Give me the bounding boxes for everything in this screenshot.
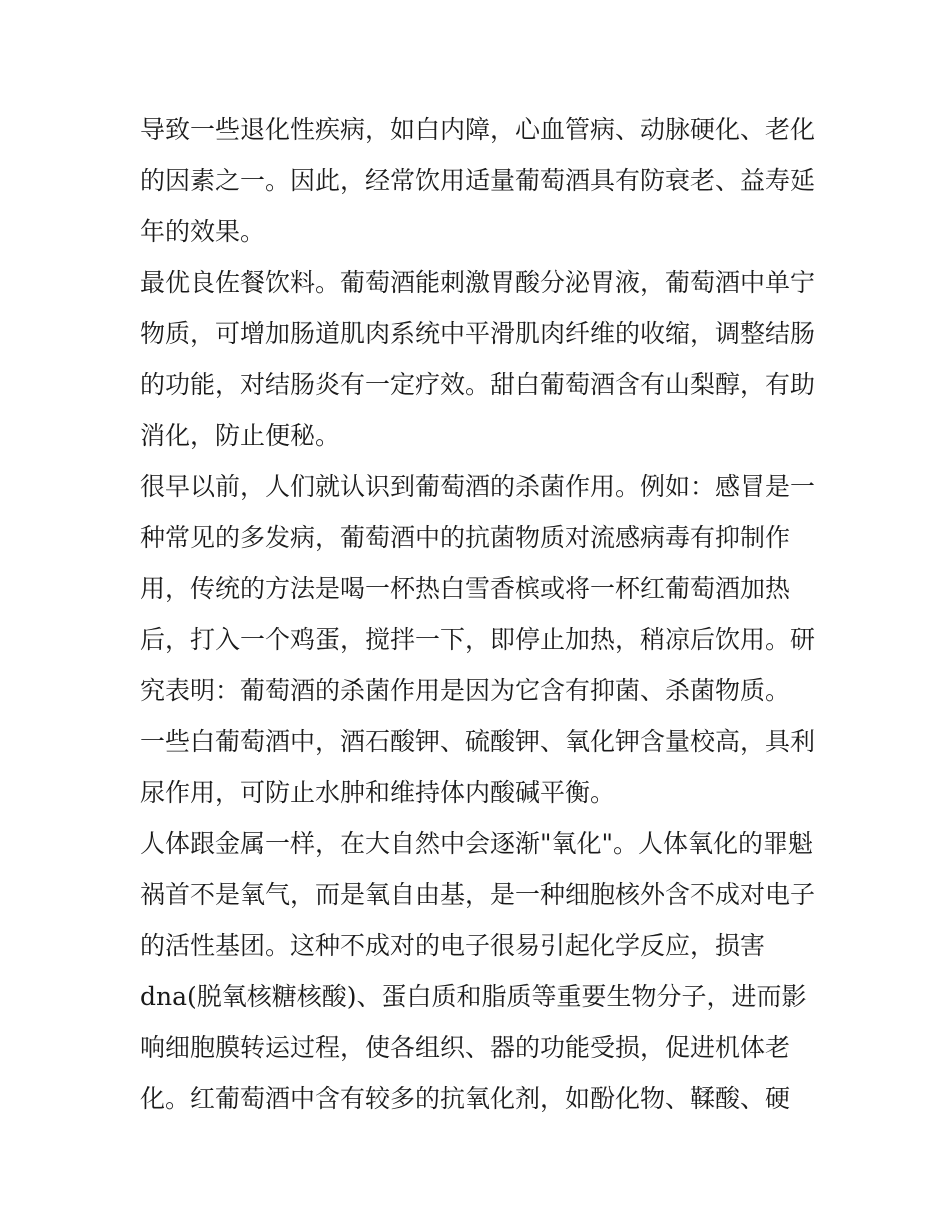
text-line: 年的效果。 bbox=[140, 217, 266, 246]
document-body bbox=[140, 104, 820, 1124]
text-line: 尿作用，可防止水肿和维持体内酸碱平衡。 bbox=[140, 778, 616, 807]
text-line: 物质，可增加肠道肌肉系统中平滑肌肉纤维的收缩，调整结肠 bbox=[140, 319, 816, 348]
paragraph-antioxidant bbox=[140, 818, 820, 1124]
text-line: 化。红葡萄酒中含有较多的抗氧化剂，如酚化物、鞣酸、硬 bbox=[140, 1084, 791, 1113]
text-line: 后，打入一个鸡蛋，搅拌一下，即停止加热，稍凉后饮用。研 bbox=[140, 625, 816, 654]
text-line: 的功能，对结肠炎有一定疗效。甜白葡萄酒含有山梨醇，有助 bbox=[140, 370, 816, 399]
text-line: 一些白葡萄酒中，酒石酸钾、硫酸钾、氧化钾含量校高，具利 bbox=[140, 727, 816, 756]
text-line: 用，传统的方法是喝一杯热白雪香槟或将一杯红葡萄酒加热 bbox=[140, 574, 791, 603]
text-line: 响细胞膜转运过程，使各组织、器的功能受损，促进机体老 bbox=[140, 1033, 791, 1062]
text-line: 消化，防止便秘。 bbox=[140, 421, 341, 450]
text-line: dna(脱氧核糖核酸)、蛋白质和脂质等重要生物分子，进而影 bbox=[140, 982, 807, 1011]
text-line: 究表明：葡萄酒的杀菌作用是因为它含有抑菌、杀菌物质。 bbox=[140, 676, 791, 705]
text-line: 的活性基团。这种不成对的电子很易引起化学反应，损害 bbox=[140, 931, 766, 960]
text-line: 最优良佐餐饮料。葡萄酒能刺激胃酸分泌胃液，葡萄酒中单宁 bbox=[140, 268, 816, 297]
text-line: 导致一些退化性疾病，如白内障，心血管病、动脉硬化、老化 bbox=[140, 115, 816, 144]
paragraph-antibacterial bbox=[140, 461, 820, 716]
paragraph-digestion bbox=[140, 257, 820, 461]
paragraph-diuretic bbox=[140, 716, 820, 818]
text-line: 祸首不是氧气，而是氧自由基，是一种细胞核外含不成对电子 bbox=[140, 880, 816, 909]
text-line: 人体跟金属一样，在大自然中会逐渐"氧化"。人体氧化的罪魁 bbox=[140, 829, 814, 858]
text-line: 种常见的多发病，葡萄酒中的抗菌物质对流感病毒有抑制作 bbox=[140, 523, 791, 552]
text-line: 的因素之一。因此，经常饮用适量葡萄酒具有防衰老、益寿延 bbox=[140, 166, 816, 195]
paragraph-aging bbox=[140, 104, 820, 257]
text-line: 很早以前，人们就认识到葡萄酒的杀菌作用。例如：感冒是一 bbox=[140, 472, 816, 501]
